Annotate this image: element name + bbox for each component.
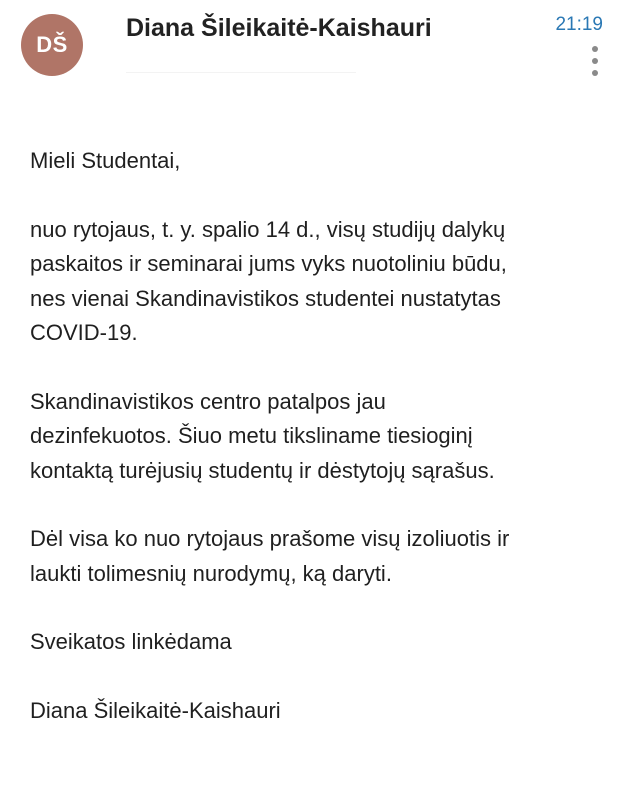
message-paragraph: nuo rytojaus, t. y. spalio 14 d., visų studijų dalykų paskaitos ir seminarai jums vyks nuotoliniu būdu, nes vienai Skandinavistikos studentei nustatytas COVID-19. — [30, 216, 507, 345]
avatar-initials: DŠ — [36, 32, 68, 57]
sender-avatar[interactable] — [21, 14, 83, 76]
message-header — [0, 0, 630, 100]
menu-dot — [592, 70, 598, 76]
message-paragraph: Skandinavistikos centro patalpos jau dezinfekuotos. Šiuo metu tiksliname tiesioginį kontaktą turėjusių studentų ir dėstytojų sąrašus. — [30, 388, 495, 483]
message-greeting: Mieli Studentai, — [30, 148, 181, 173]
message-body — [30, 144, 610, 762]
message-paragraph: Dėl visa ko nuo rytojaus prašome visų izoliuotis ir laukti tolimesnių nurodymų, ką daryti. — [30, 526, 510, 586]
menu-dot — [592, 58, 598, 64]
message-signature: Diana Šileikaitė-Kaishauri — [30, 697, 281, 723]
message-time: 21:19 — [555, 14, 603, 35]
sender-name[interactable]: Diana Šileikaitė-Kaishauri — [126, 14, 432, 42]
recipient-line — [126, 72, 356, 73]
message-closing: Sveikatos linkėdama — [30, 629, 232, 654]
more-vert-icon[interactable] — [588, 46, 602, 76]
menu-dot — [592, 46, 598, 52]
